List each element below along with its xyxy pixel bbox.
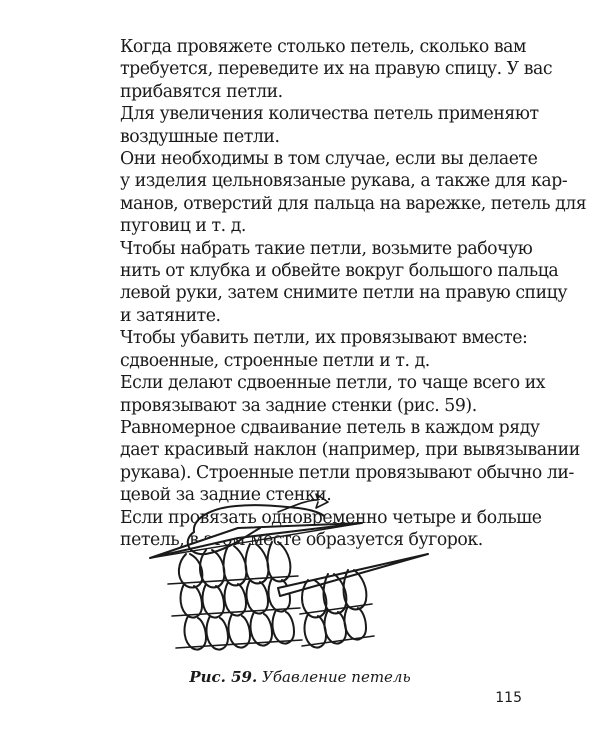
paragraph [94,36,553,103]
figure-label: Рис. 59. [189,668,258,686]
text-line: пуговиц и т. д. [120,216,246,237]
text-line: Чтобы набрать такие петли, возьмите рабочую [120,238,533,259]
body-text [94,36,587,551]
paragraph [94,372,546,417]
knitting-illustration [128,488,480,664]
text-line: Когда провяжете столько петель, сколько вам [120,37,527,57]
text-line: левой руки, затем снимите петли на правую спицу [120,283,568,304]
right-needle [278,554,428,596]
text-line: сдвоенные, строенные петли и т. д. [120,350,430,371]
text-line: провязывают за задние стенки (рис. 59). [120,395,477,416]
text-line: петель, в этом месте образуется бугорок. [120,529,483,550]
text-line: Для увеличения количества петель применяют [120,104,539,125]
text-line: Равномерное сдваивание петель в каждом ряду [120,417,540,438]
text-line: цевой за задние стенки. [120,485,332,506]
figure-caption [0,668,600,686]
left-needle [150,523,362,558]
page-number: 115 [495,690,522,706]
text-line: Они необходимы в том случае, если вы делаете [120,149,538,170]
text-line: манов, отверстий для пальца на варежке, петель для [120,193,587,214]
paragraph [94,103,539,148]
text-line: Если провязать одновременно четыре и больше [120,507,542,528]
text-line: Если делают сдвоенные петли, то чаще всего их [120,373,546,394]
text-line: прибавятся петли. [120,81,283,102]
paragraph [94,238,568,328]
paragraph [94,148,587,238]
text-line: воздушные петли. [120,126,280,147]
figure-title: Убавление петель [262,668,411,686]
text-line: и затяните. [120,305,221,326]
text-line: требуется, переведите их на правую спицу. У вас [120,59,553,80]
text-line: нить от клубка и обвейте вокруг большого пальца [120,261,559,282]
text-line: Чтобы убавить петли, их провязывают вместе: [120,328,528,349]
paragraph [94,327,528,372]
text-line: дает красивый наклон (например, при вывязывании [120,440,580,461]
text-line: рукава). Строенные петли провязывают обычно ли- [120,462,574,483]
text-line: у изделия цельновязаные рукава, а также для кар- [120,171,568,192]
